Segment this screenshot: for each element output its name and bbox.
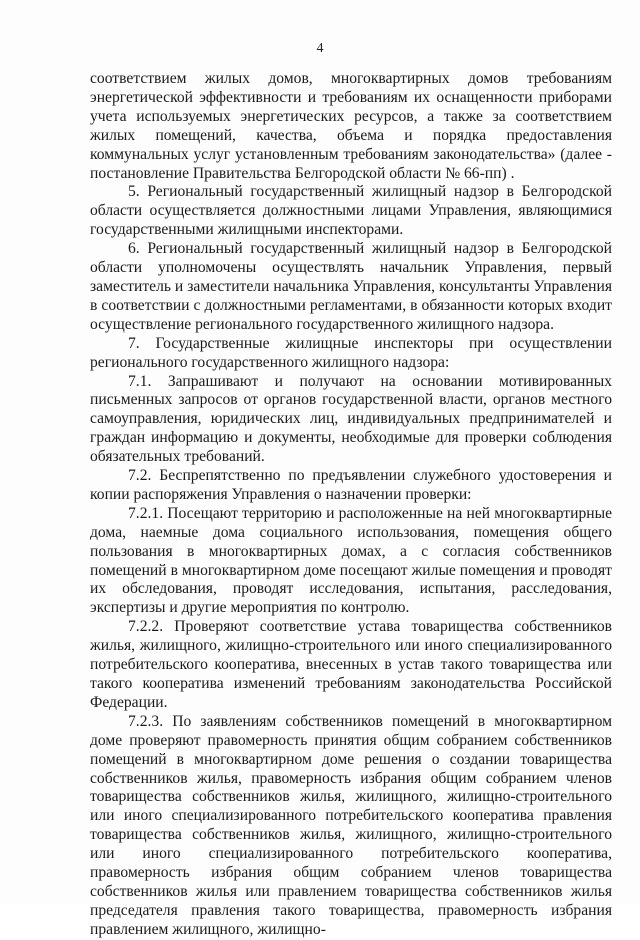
paragraph-continuation: соответствием жилых домов, многоквартирных домов требованиям энергетической эффективности и требованиям их оснащенности приборами учета используемых энергетических ресурсов, а также за соответствием жилых помещений, качества, объема и порядка предоставления коммунальных услуг установленным требованиям законодательства» (далее - постановление Правительства Белгородской области № 66-пп) .	[90, 70, 612, 182]
paragraph-item-6: 6. Региональный государственный жилищный надзор в Белгородской области уполномочены осуществлять начальник Управления, первый заместитель и заместители начальника Управления, консультанты Управления в соответствии с должностными регламентами, в обязанности которых входит осуществление регионального государственного жилищного надзора.	[90, 240, 612, 333]
paragraph-item-7-1: 7.1. Запрашивают и получают на основании мотивированных письменных запросов от органов государственной власти, органов местного самоуправления, юридических лиц, индивидуальных предпринимателей и граждан информацию и документы, необходимые для проверки соблюдения обязательных требований.	[90, 372, 612, 466]
paragraph-item-7-2-2: 7.2.2. Проверяют соответствие устава товарищества собственников жилья, жилищного, жилищно-строительного или иного специализированного потребительского кооператива, внесенных в устав такого товарищества или такого кооператива изменений требованиям законодательства Российской Федерации.	[90, 618, 612, 711]
paragraph-item-7-2-3: 7.2.3. По заявлениям собственников помещений в многоквартирном доме проверяют правомерность принятия общим собранием собственников помещений в многоквартирном доме решения о создании товарищества собственников жилья, правомерность избрания общим собранием членов товарищества собственников жилья, жилищного, жилищно-строительного или иного специализированного потребительского кооператива правления товарищества собственников жилья, жилищного, жилищно-строительного или иного специализированного потребительского кооператива, правомерность избрания общим собранием членов товарищества собственников жилья или правлением товарищества собственников жилья председателя правления такого товарищества, правомерность избрания правлением жилищного, жилищно-	[90, 712, 612, 938]
paragraph-item-7-2-1: 7.2.1. Посещают территорию и расположенные на ней многоквартирные дома, наемные дома социального использования, помещения общего пользования в многоквартирных домах, а с согласия собственников помещений в многоквартирном доме посещают жилые помещения и проводят их обследования, проводят исследования, испытания, расследования, экспертизы и другие мероприятия по контролю.	[90, 504, 612, 617]
paragraph-item-7: 7. Государственные жилищные инспекторы при осуществлении регионального государственного жилищного надзора:	[90, 334, 612, 371]
document-body	[90, 70, 612, 940]
paragraph-item-7-2: 7.2. Беспрепятственно по предъявлении служебного удостоверения и копии распоряжения Управления о назначении проверки:	[90, 467, 612, 503]
paragraph-item-5: 5. Региональный государственный жилищный надзор в Белгородской области осуществляется должностными лицами Управления, являющимися государственными жилищными инспекторами.	[90, 183, 612, 239]
page-number: 4	[316, 41, 324, 56]
